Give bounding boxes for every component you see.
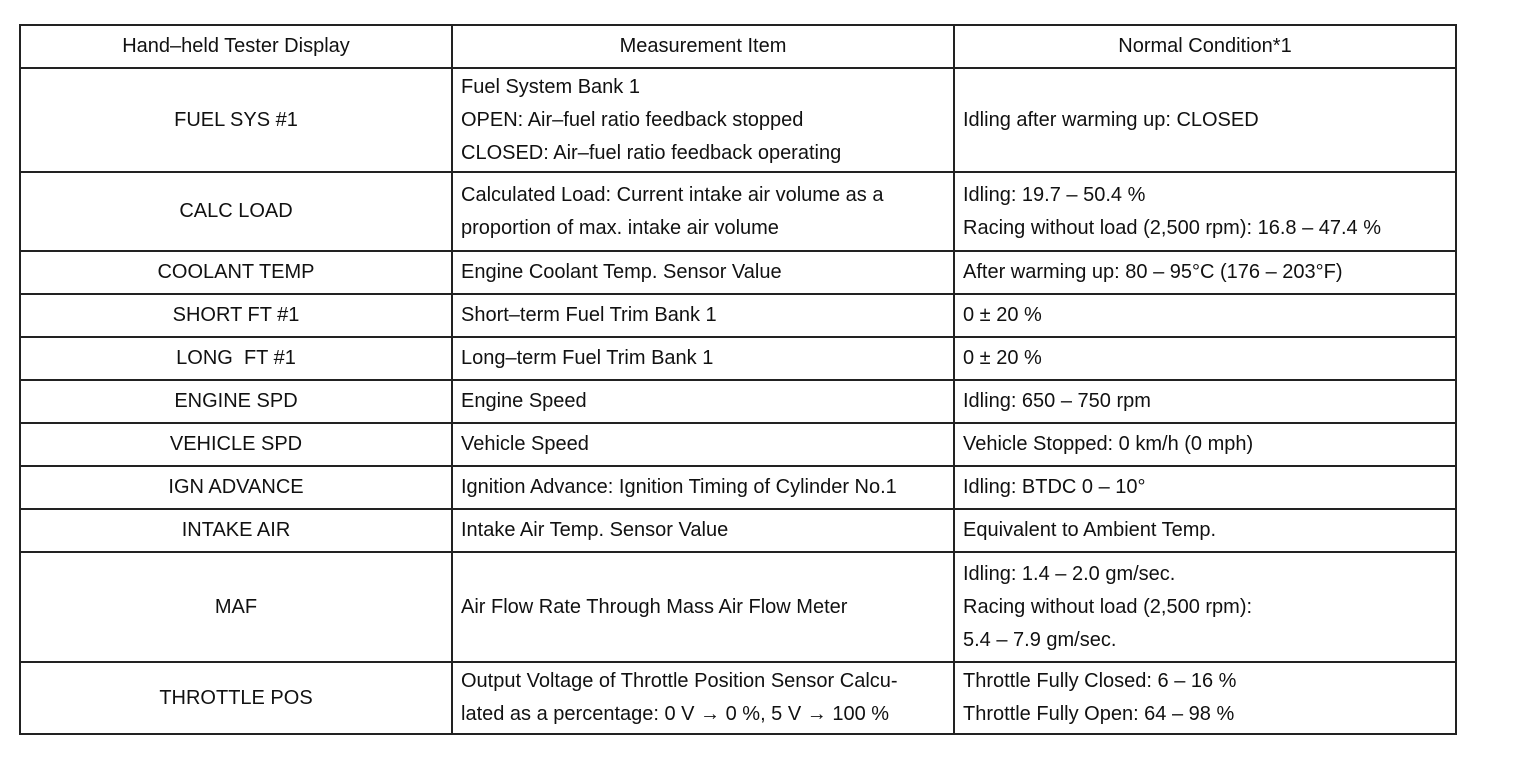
table-row bbox=[20, 68, 1456, 172]
cell-display: MAF bbox=[20, 552, 452, 662]
cell-condition bbox=[954, 509, 1456, 552]
cell-text: Throttle Fully Closed: 6 – 16 % bbox=[963, 670, 1237, 692]
cell-display: ENGINE SPD bbox=[20, 380, 452, 423]
cell-text: Idling: BTDC 0 – 10° bbox=[963, 476, 1146, 498]
cell-measurement bbox=[452, 251, 954, 294]
cell-display: FUEL SYS #1 bbox=[20, 68, 452, 172]
cell-text: Short–term Fuel Trim Bank 1 bbox=[461, 304, 717, 326]
cell-condition bbox=[954, 423, 1456, 466]
cell-condition bbox=[954, 172, 1456, 251]
cell-text: CLOSED: Air–fuel ratio feedback operating bbox=[461, 141, 842, 164]
cell-condition bbox=[954, 68, 1456, 172]
cell-measurement bbox=[452, 423, 954, 466]
cell-text: Throttle Fully Open: 64 – 98 % bbox=[963, 703, 1235, 725]
table-header-row bbox=[20, 25, 1456, 68]
cell-condition bbox=[954, 662, 1456, 734]
table-row bbox=[20, 662, 1456, 734]
cell-condition bbox=[954, 337, 1456, 380]
cell-text: Engine Coolant Temp. Sensor Value bbox=[461, 261, 782, 283]
cell-text: Output Voltage of Throttle Position Sensor Calcu- bbox=[461, 670, 898, 692]
cell-measurement bbox=[452, 552, 954, 662]
cell-text: Ignition Advance: Ignition Timing of Cylinder No.1 bbox=[461, 476, 897, 498]
cell-text: lated as a percentage: 0 V → 0 %, 5 V → 100 % bbox=[461, 703, 890, 725]
cell-measurement bbox=[452, 466, 954, 509]
cell-display: COOLANT TEMP bbox=[20, 251, 452, 294]
table-row bbox=[20, 380, 1456, 423]
cell-display: LONG FT #1 bbox=[20, 337, 452, 380]
cell-text: Racing without load (2,500 rpm): 16.8 – 47.4 % bbox=[963, 216, 1382, 239]
cell-measurement bbox=[452, 172, 954, 251]
table-row bbox=[20, 172, 1456, 251]
table-row bbox=[20, 552, 1456, 662]
cell-text: Racing without load (2,500 rpm): bbox=[963, 595, 1253, 618]
cell-text: Air Flow Rate Through Mass Air Flow Meter bbox=[461, 595, 848, 618]
cell-text: Vehicle Speed bbox=[461, 433, 589, 455]
cell-text: Idling: 650 – 750 rpm bbox=[963, 390, 1151, 412]
cell-text: Intake Air Temp. Sensor Value bbox=[461, 519, 729, 541]
table-row bbox=[20, 294, 1456, 337]
cell-display: VEHICLE SPD bbox=[20, 423, 452, 466]
cell-condition bbox=[954, 552, 1456, 662]
table-row bbox=[20, 423, 1456, 466]
cell-condition bbox=[954, 380, 1456, 423]
cell-display: IGN ADVANCE bbox=[20, 466, 452, 509]
cell-display: INTAKE AIR bbox=[20, 509, 452, 552]
cell-text: 5.4 – 7.9 gm/sec. bbox=[963, 628, 1117, 651]
cell-measurement bbox=[452, 294, 954, 337]
table-row bbox=[20, 509, 1456, 552]
header-measurement-item: Measurement Item bbox=[452, 25, 954, 68]
table-row bbox=[20, 466, 1456, 509]
cell-display: THROTTLE POS bbox=[20, 662, 452, 734]
cell-condition bbox=[954, 466, 1456, 509]
header-normal-condition: Normal Condition*1 bbox=[954, 25, 1456, 68]
cell-text: Vehicle Stopped: 0 km/h (0 mph) bbox=[963, 433, 1254, 455]
cell-text: After warming up: 80 – 95°C (176 – 203°F) bbox=[963, 261, 1343, 283]
cell-text: OPEN: Air–fuel ratio feedback stopped bbox=[461, 108, 804, 131]
cell-text: Equivalent to Ambient Temp. bbox=[963, 519, 1217, 541]
cell-measurement bbox=[452, 68, 954, 172]
cell-text: Long–term Fuel Trim Bank 1 bbox=[461, 347, 714, 369]
data-list-table bbox=[19, 24, 1457, 735]
table-row bbox=[20, 337, 1456, 380]
table-row bbox=[20, 251, 1456, 294]
cell-text: 0 ± 20 % bbox=[963, 347, 1042, 369]
cell-display: SHORT FT #1 bbox=[20, 294, 452, 337]
cell-condition bbox=[954, 251, 1456, 294]
cell-text: proportion of max. intake air volume bbox=[461, 216, 779, 239]
cell-text: Idling after warming up: CLOSED bbox=[963, 108, 1259, 131]
cell-text: Idling: 19.7 – 50.4 % bbox=[963, 183, 1146, 206]
cell-text: Engine Speed bbox=[461, 390, 587, 412]
cell-text: Calculated Load: Current intake air volume as a bbox=[461, 183, 884, 206]
cell-display: CALC LOAD bbox=[20, 172, 452, 251]
cell-measurement bbox=[452, 337, 954, 380]
cell-measurement bbox=[452, 380, 954, 423]
cell-text: Idling: 1.4 – 2.0 gm/sec. bbox=[963, 562, 1176, 585]
cell-measurement bbox=[452, 662, 954, 734]
cell-text: Fuel System Bank 1 bbox=[461, 75, 640, 98]
cell-condition bbox=[954, 294, 1456, 337]
cell-text: 0 ± 20 % bbox=[963, 304, 1042, 326]
header-tester-display: Hand–held Tester Display bbox=[20, 25, 452, 68]
cell-measurement bbox=[452, 509, 954, 552]
